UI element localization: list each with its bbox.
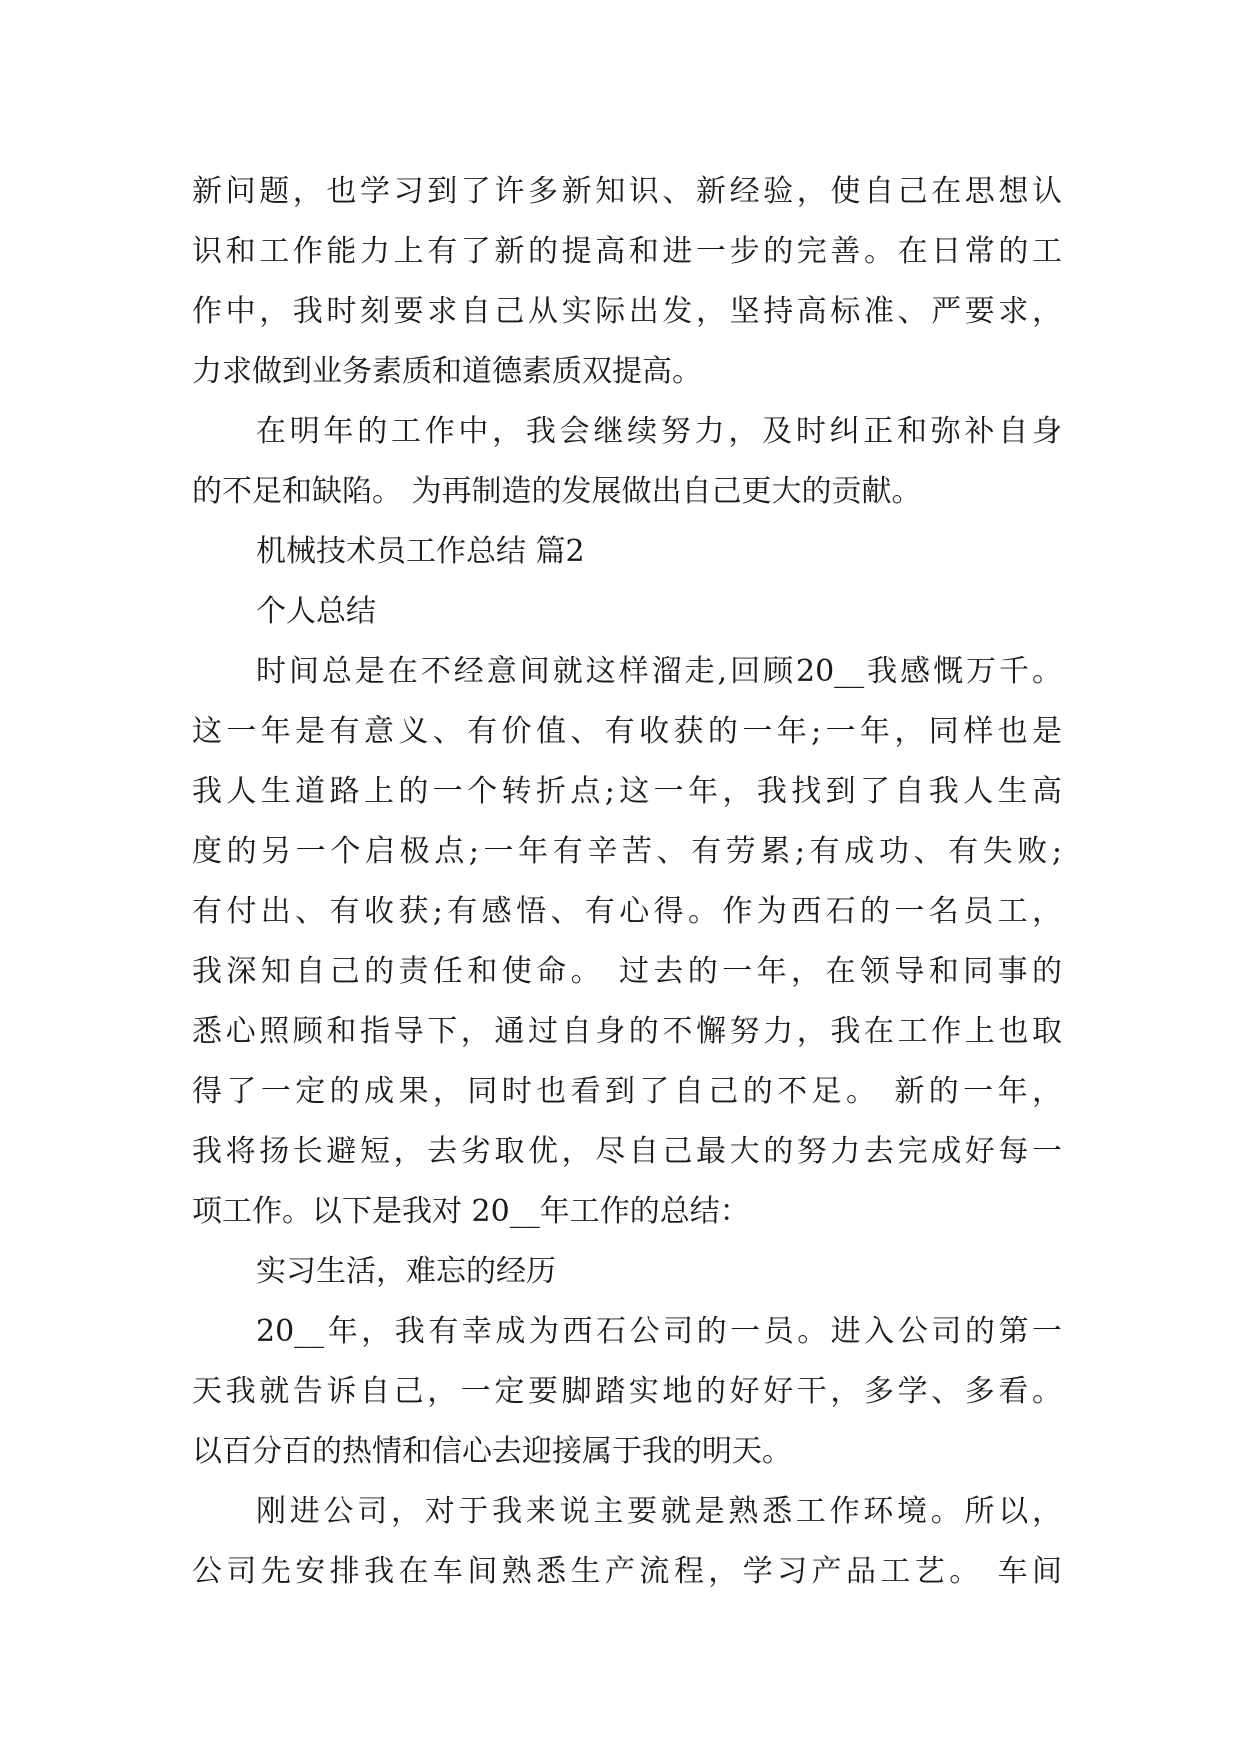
- text-line: 有付出、有收获;有感悟、有心得。作为西石的一名员工，: [192, 894, 1062, 929]
- text-line: 作中，我时刻要求自己从实际出发，坚持高标准、严要求，: [192, 294, 1062, 329]
- text-line: 项工作。以下是我对 20__年工作的总结：: [192, 1194, 750, 1229]
- text-line: 天我就告诉自己，一定要脚踏实地的好好干，多学、多看。: [192, 1374, 1062, 1409]
- subsection-heading: 个人总结: [256, 594, 376, 629]
- text-line: 度的另一个启极点;一年有辛苦、有劳累;有成功、有失败;: [192, 834, 1062, 869]
- paragraph-first-line: 刚进公司，对于我来说主要就是熟悉工作环境。所以，: [256, 1494, 1062, 1529]
- subsection-heading: 实习生活，难忘的经历: [256, 1254, 556, 1289]
- paragraph-first-line: 在明年的工作中，我会继续努力，及时纠正和弥补自身: [256, 414, 1062, 449]
- text-line: 我将扬长避短，去劣取优，尽自己最大的努力去完成好每一: [192, 1134, 1062, 1169]
- text-line: 的不足和缺陷。 为再制造的发展做出自己更大的贡献。: [192, 474, 922, 509]
- text-line: 悉心照顾和指导下，通过自身的不懈努力，我在工作上也取: [192, 1014, 1062, 1049]
- text-line: 识和工作能力上有了新的提高和进一步的完善。在日常的工: [192, 234, 1062, 269]
- text-line: 这一年是有意义、有价值、有收获的一年;一年，同样也是: [192, 714, 1062, 749]
- paragraph-first-line: 时间总是在不经意间就这样溜走,回顾20__我感慨万千。: [256, 654, 1062, 689]
- text-line: 我深知自己的责任和使命。 过去的一年，在领导和同事的: [192, 954, 1062, 989]
- text-line: 力求做到业务素质和道德素质双提高。: [192, 354, 702, 389]
- text-line: 公司先安排我在车间熟悉生产流程，学习产品工艺。 车间: [192, 1554, 1062, 1589]
- text-line: 以百分百的热情和信心去迎接属于我的明天。: [192, 1434, 792, 1469]
- paragraph-first-line: 20__年，我有幸成为西石公司的一员。进入公司的第一: [256, 1314, 1062, 1349]
- text-line: 得了一定的成果，同时也看到了自己的不足。 新的一年，: [192, 1074, 1062, 1109]
- document-body: [192, 162, 1062, 1602]
- text-line: 新问题，也学习到了许多新知识、新经验，使自己在思想认: [192, 174, 1062, 209]
- text-line: 我人生道路上的一个转折点;这一年，我找到了自我人生高: [192, 774, 1062, 809]
- section-heading: 机械技术员工作总结 篇2: [256, 534, 585, 569]
